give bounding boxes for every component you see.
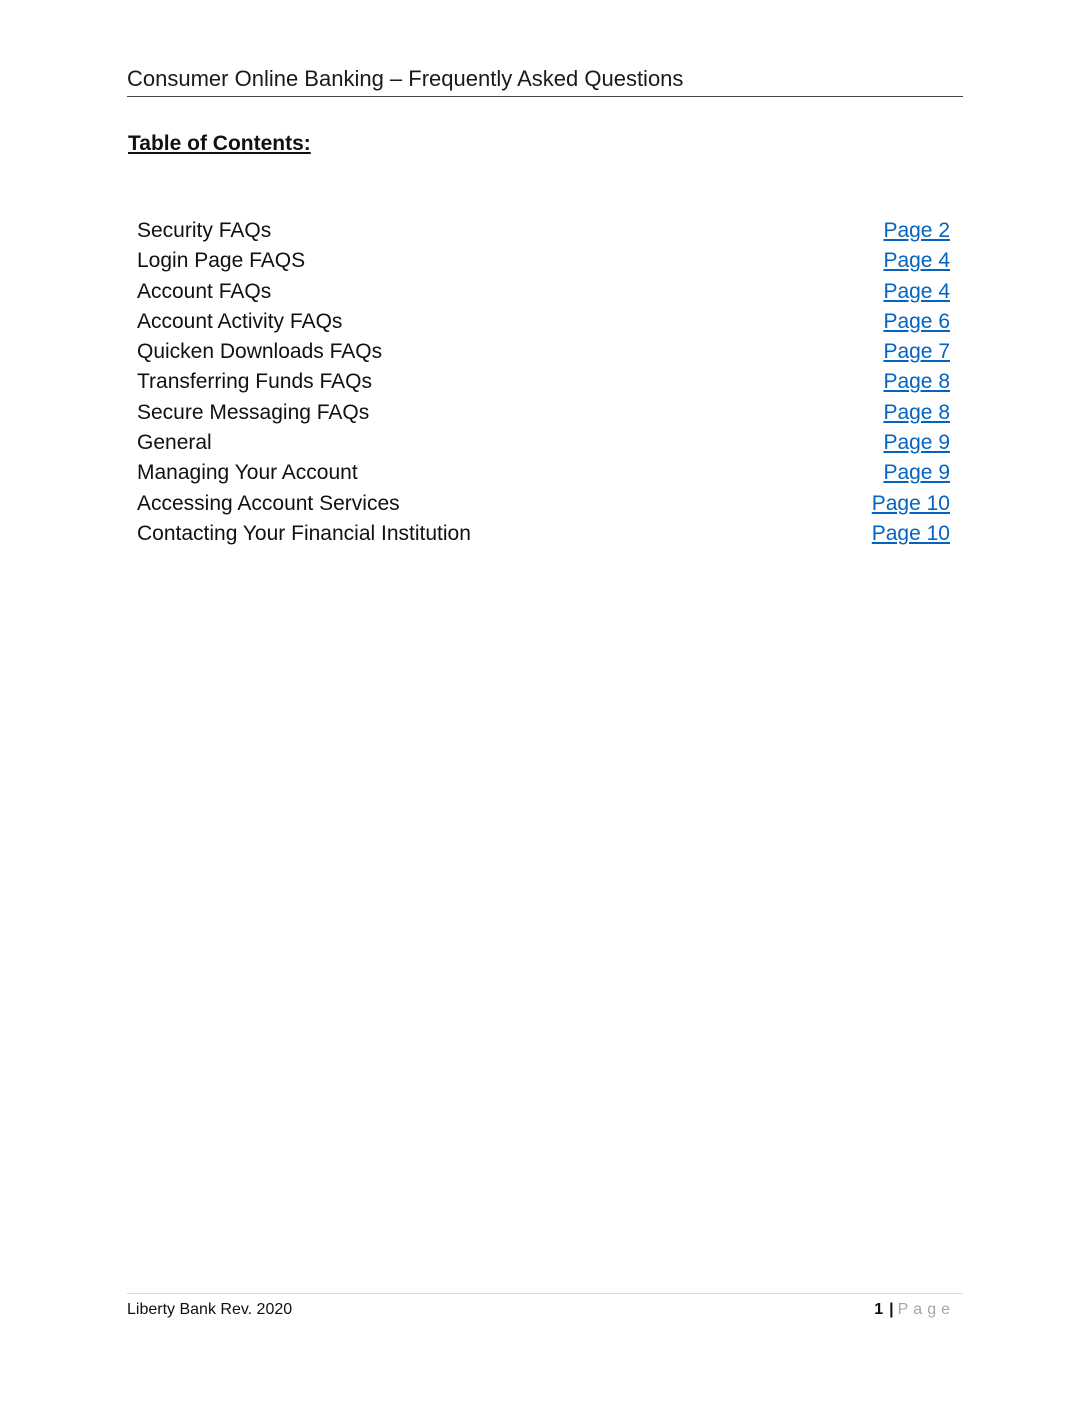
toc-item-account-faqs: Account FAQs — [137, 279, 272, 303]
toc-link-contacting-financial-institution[interactable]: Page 10 — [871, 521, 950, 545]
toc-link-quicken-downloads-faqs[interactable]: Page 7 — [883, 340, 950, 364]
toc-row — [137, 216, 950, 246]
page-separator: | — [889, 1301, 894, 1318]
page-header — [127, 64, 963, 97]
toc-link-transferring-funds-faqs[interactable]: Page 8 — [883, 370, 950, 394]
toc-item-general: General — [137, 431, 212, 455]
toc-heading: Table of Contents: — [128, 132, 311, 155]
toc-link-general[interactable]: Page 9 — [883, 431, 950, 455]
toc-link-managing-your-account[interactable]: Page 9 — [883, 461, 950, 485]
toc-item-security-faqs: Security FAQs — [137, 219, 272, 242]
toc-row — [137, 367, 950, 397]
toc-row — [137, 519, 950, 549]
toc-item-managing-your-account: Managing Your Account — [137, 461, 358, 485]
table-of-contents — [137, 216, 950, 549]
toc-row — [137, 489, 950, 519]
toc-item-contacting-financial-institution: Contacting Your Financial Institution — [137, 521, 471, 545]
toc-link-account-activity-faqs[interactable]: Page 6 — [883, 309, 950, 333]
page-footer — [127, 1293, 963, 1328]
toc-item-transferring-funds-faqs: Transferring Funds FAQs — [137, 370, 372, 394]
footer-revision: Liberty Bank Rev. 2020 — [127, 1301, 293, 1318]
toc-row — [137, 398, 950, 428]
toc-item-accessing-account-services: Accessing Account Services — [137, 491, 400, 515]
toc-row — [137, 277, 950, 307]
toc-row — [137, 337, 950, 367]
page-word: Page — [897, 1301, 955, 1318]
toc-item-quicken-downloads-faqs: Quicken Downloads FAQs — [137, 340, 383, 364]
footer-page-indicator — [874, 1299, 955, 1321]
toc-item-secure-messaging-faqs: Secure Messaging FAQs — [137, 400, 370, 424]
document-title: Consumer Online Banking – Frequently Asked Questions — [127, 66, 684, 91]
toc-row — [137, 428, 950, 458]
toc-row — [137, 246, 950, 276]
toc-row — [137, 458, 950, 488]
toc-link-accessing-account-services[interactable]: Page 10 — [871, 491, 950, 515]
toc-item-account-activity-faqs: Account Activity FAQs — [137, 309, 343, 333]
page-number: 1 — [874, 1301, 884, 1318]
toc-item-login-page-faqs: Login Page FAQS — [137, 249, 306, 273]
toc-row — [137, 307, 950, 337]
toc-link-login-page-faqs[interactable]: Page 4 — [883, 249, 950, 273]
toc-link-security-faqs[interactable]: Page 2 — [883, 219, 950, 242]
toc-link-account-faqs[interactable]: Page 4 — [883, 279, 950, 303]
toc-link-secure-messaging-faqs[interactable]: Page 8 — [883, 400, 950, 424]
